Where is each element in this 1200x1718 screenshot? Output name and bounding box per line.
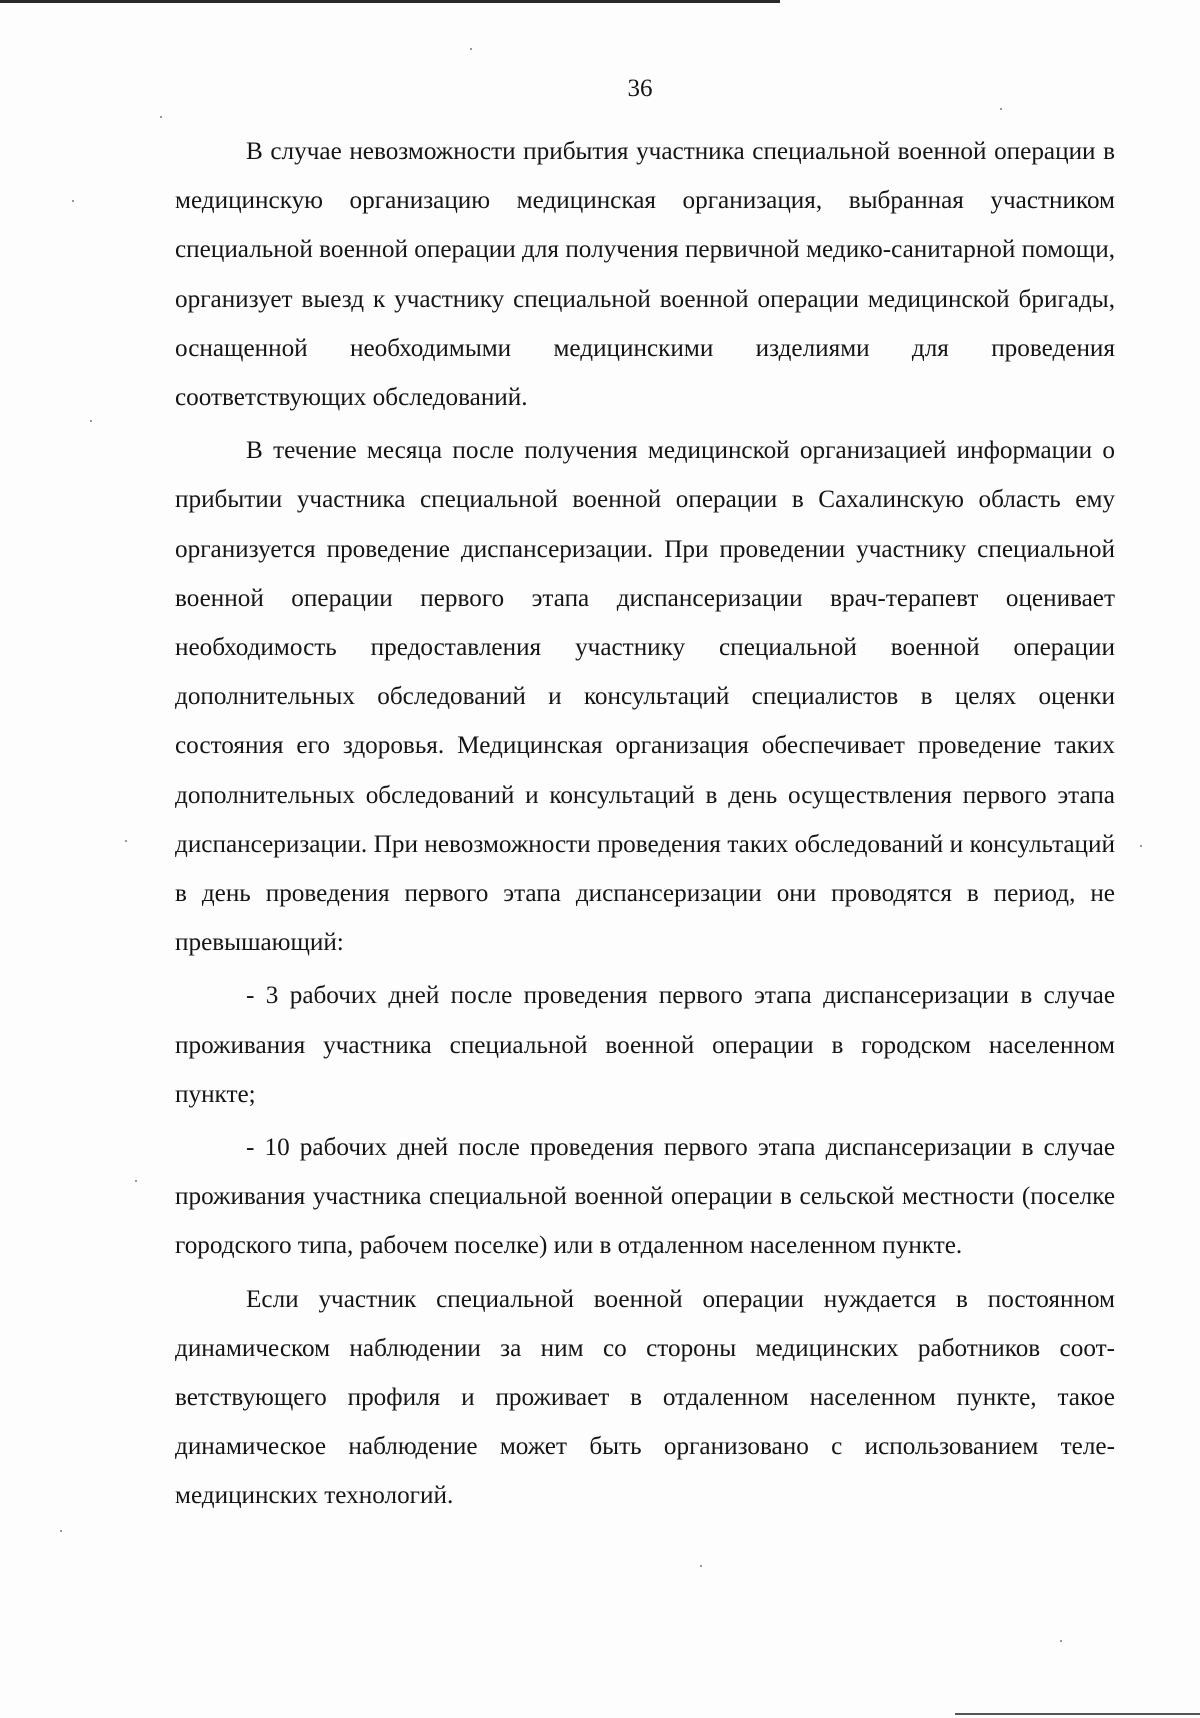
scan-speck (470, 48, 472, 50)
paragraph-dispensarization: В течение месяца после получения медицинской организацией информации о прибытии участника специальной военной операции в Сахалинскую область ему организуется проведение диспансеризации. При проведении участнику специальной военной операции первого этапа диспансеризации врач-терапевт оценивает необходимость предоставления участнику специальной военной операции дополнительных обследований и консультаций специалистов в целях оценки состояния его здоровья. Медицинская организация обеспечивает проведение таких дополнительных обследований и консультаций в день осуществления первого этапа диспансеризации. При невозможности проведения таких обследований и консультаций в день проведения первого этапа диспансеризации они проводятся в период, не превышающий: (175, 437, 1115, 957)
scan-speck (72, 200, 74, 202)
page-number: 36 (627, 75, 653, 102)
scan-speck (160, 116, 162, 118)
scan-speck (1000, 108, 1002, 110)
scan-speck (90, 420, 92, 422)
document-body (175, 127, 1115, 1521)
scan-speck (135, 1180, 137, 1182)
list-item-rural: - 10 рабочих дней после проведения первого этапа диспансеризации в случае проживания участника специальной военной операции в сельской местности (поселке городского типа, рабочем поселке) или в отдаленном населенном пункте. (175, 1134, 1115, 1260)
scan-speck (125, 840, 127, 842)
list-item-urban: - 3 рабочих дней после проведения первого этапа диспансеризации в случае проживания участника специальной военной операции в городском населенном пункте; (175, 982, 1115, 1108)
top-edge-rule (0, 0, 780, 3)
scan-speck (1060, 1640, 1062, 1642)
paragraph-home-visit: В случае невозможности прибытия участника специальной военной операции в медицинскую организацию медицинская организация, выбранная участником специальной военной операции для получения первичной медико-санитарной помощи, организует выезд к участнику специальной военной операции медицинской бригады, оснащенной необходимыми медицинскими изделиями для проведения соответствующих обследований. (175, 138, 1115, 412)
scan-speck (60, 1530, 62, 1532)
paragraph-telemedicine: Если участник специальной военной операции нуждается в постоянном динамическом наблюдении за ним со стороны медицинских работников соответствующего профиля и проживает в отдаленном населенном пункте, такое динамическое наблюдение может быть организовано с использованием телемедицинских технологий. (175, 1285, 1115, 1510)
bottom-edge-rule (955, 1713, 1200, 1715)
scan-speck (1140, 845, 1142, 847)
scan-speck (700, 1565, 702, 1567)
